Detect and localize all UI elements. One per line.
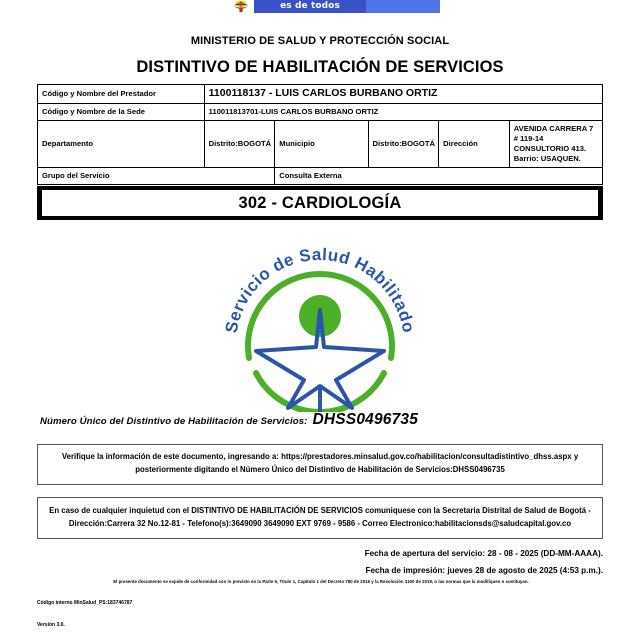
- departamento-label: Departamento: [38, 120, 205, 167]
- habilitado-seal-logo: [212, 240, 428, 412]
- service-name: 302 - CARDIOLOGÍA: [238, 193, 402, 212]
- contact-line-1: En caso de cualquier inquietud con el DISTINTIVO DE HABILITACIÓN DE SERVICIOS comuniquese con la Secretaria Distrital de Salud de: [49, 506, 558, 515]
- banner-tagline: es de todos: [254, 0, 366, 13]
- unique-number-value: DHSS0496735: [312, 411, 419, 428]
- direccion-value: AVENIDA CARRERA 7 # 119-14 CONSULTORIO 413. Barrio: USAQUEN.: [509, 120, 602, 167]
- municipio-label: Municipio: [275, 120, 368, 167]
- table-row-provider: [38, 85, 603, 104]
- provider-value: 1100118137 - LUIS CARLOS BURBANO ORTIZ: [204, 85, 602, 104]
- verification-box: [37, 444, 603, 485]
- contact-line-3: Electronico:habilitacionsds@saludcapital.gov.co: [389, 519, 572, 529]
- grupo-servicio-label: Grupo del Servicio: [38, 167, 275, 184]
- document-version: Versión 3.0.: [37, 622, 65, 628]
- banner-right-fill: [366, 0, 440, 13]
- page-title: DISTINTIVO DE HABILITACIÓN DE SERVICIOS: [136, 58, 504, 76]
- table-row-site: [38, 103, 603, 120]
- contact-box: [37, 497, 603, 539]
- departamento-value: Distrito:BOGOTÁ: [204, 120, 275, 167]
- table-row-location: [38, 120, 603, 167]
- colombia-coat-of-arms-icon: [228, 0, 254, 13]
- legal-note: El presente documento se expide de conformidad con lo previsto en la Parte 5, Título 1, Capítulo 1 del Decreto 780 de 2016 y la Resolución 3100 de 2019, o las normas que la modifiquen o sustituyan.: [113, 579, 529, 584]
- table-row-service-group: [38, 167, 603, 184]
- verify-line-1: Verifique la información de este documento, ingresando a: https://prestadores.minsalud.gov.co/habilitacion/consultadistintivo_dhss.aspx: [61, 452, 572, 461]
- seal-text: Servicio de Salud Habilitado: [221, 244, 419, 335]
- municipio-value: Distrito:BOGOTÁ: [368, 120, 439, 167]
- unique-number-label: Número Único del Distintivo de Habilitación de Servicios:: [40, 416, 308, 427]
- internal-code: Código interno MinSalud_PS:183746787: [37, 600, 133, 606]
- ministry-title: MINISTERIO DE SALUD Y PROTECCIÓN SOCIAL: [190, 35, 450, 47]
- service-opening-date: Fecha de apertura del servicio: 28 - 08 - 2025 (DD-MM-AAAA).: [364, 549, 603, 558]
- service-highlight-inner: [41, 189, 599, 217]
- print-date: Fecha de impresión: jueves 28 de agosto de 2025 (4:53 p.m.).: [365, 566, 603, 575]
- site-value: 110011813701-LUIS CARLOS BURBANO ORTIZ: [204, 103, 602, 120]
- grupo-servicio-value: Consulta Externa: [275, 167, 603, 184]
- unique-number-line: [40, 411, 600, 429]
- site-label: Código y Nombre de la Sede: [38, 103, 205, 120]
- provider-info-table: [37, 84, 603, 185]
- provider-label: Código y Nombre del Prestador: [38, 85, 205, 104]
- verify-line-2: y posteriormente digitando el Número Único del Distintivo de Habilitación de Servicios:DHSS0496735: [135, 452, 579, 474]
- government-banner: [228, 0, 440, 13]
- service-highlight-box: [37, 186, 603, 220]
- direccion-label: Dirección: [439, 120, 510, 167]
- contact-line-2: Bogotá - Dirección:Carrera 32 No.12-81 - Telefono(s):3649090 3649090 EXT 9769 - 9586 - Correo: [68, 506, 591, 529]
